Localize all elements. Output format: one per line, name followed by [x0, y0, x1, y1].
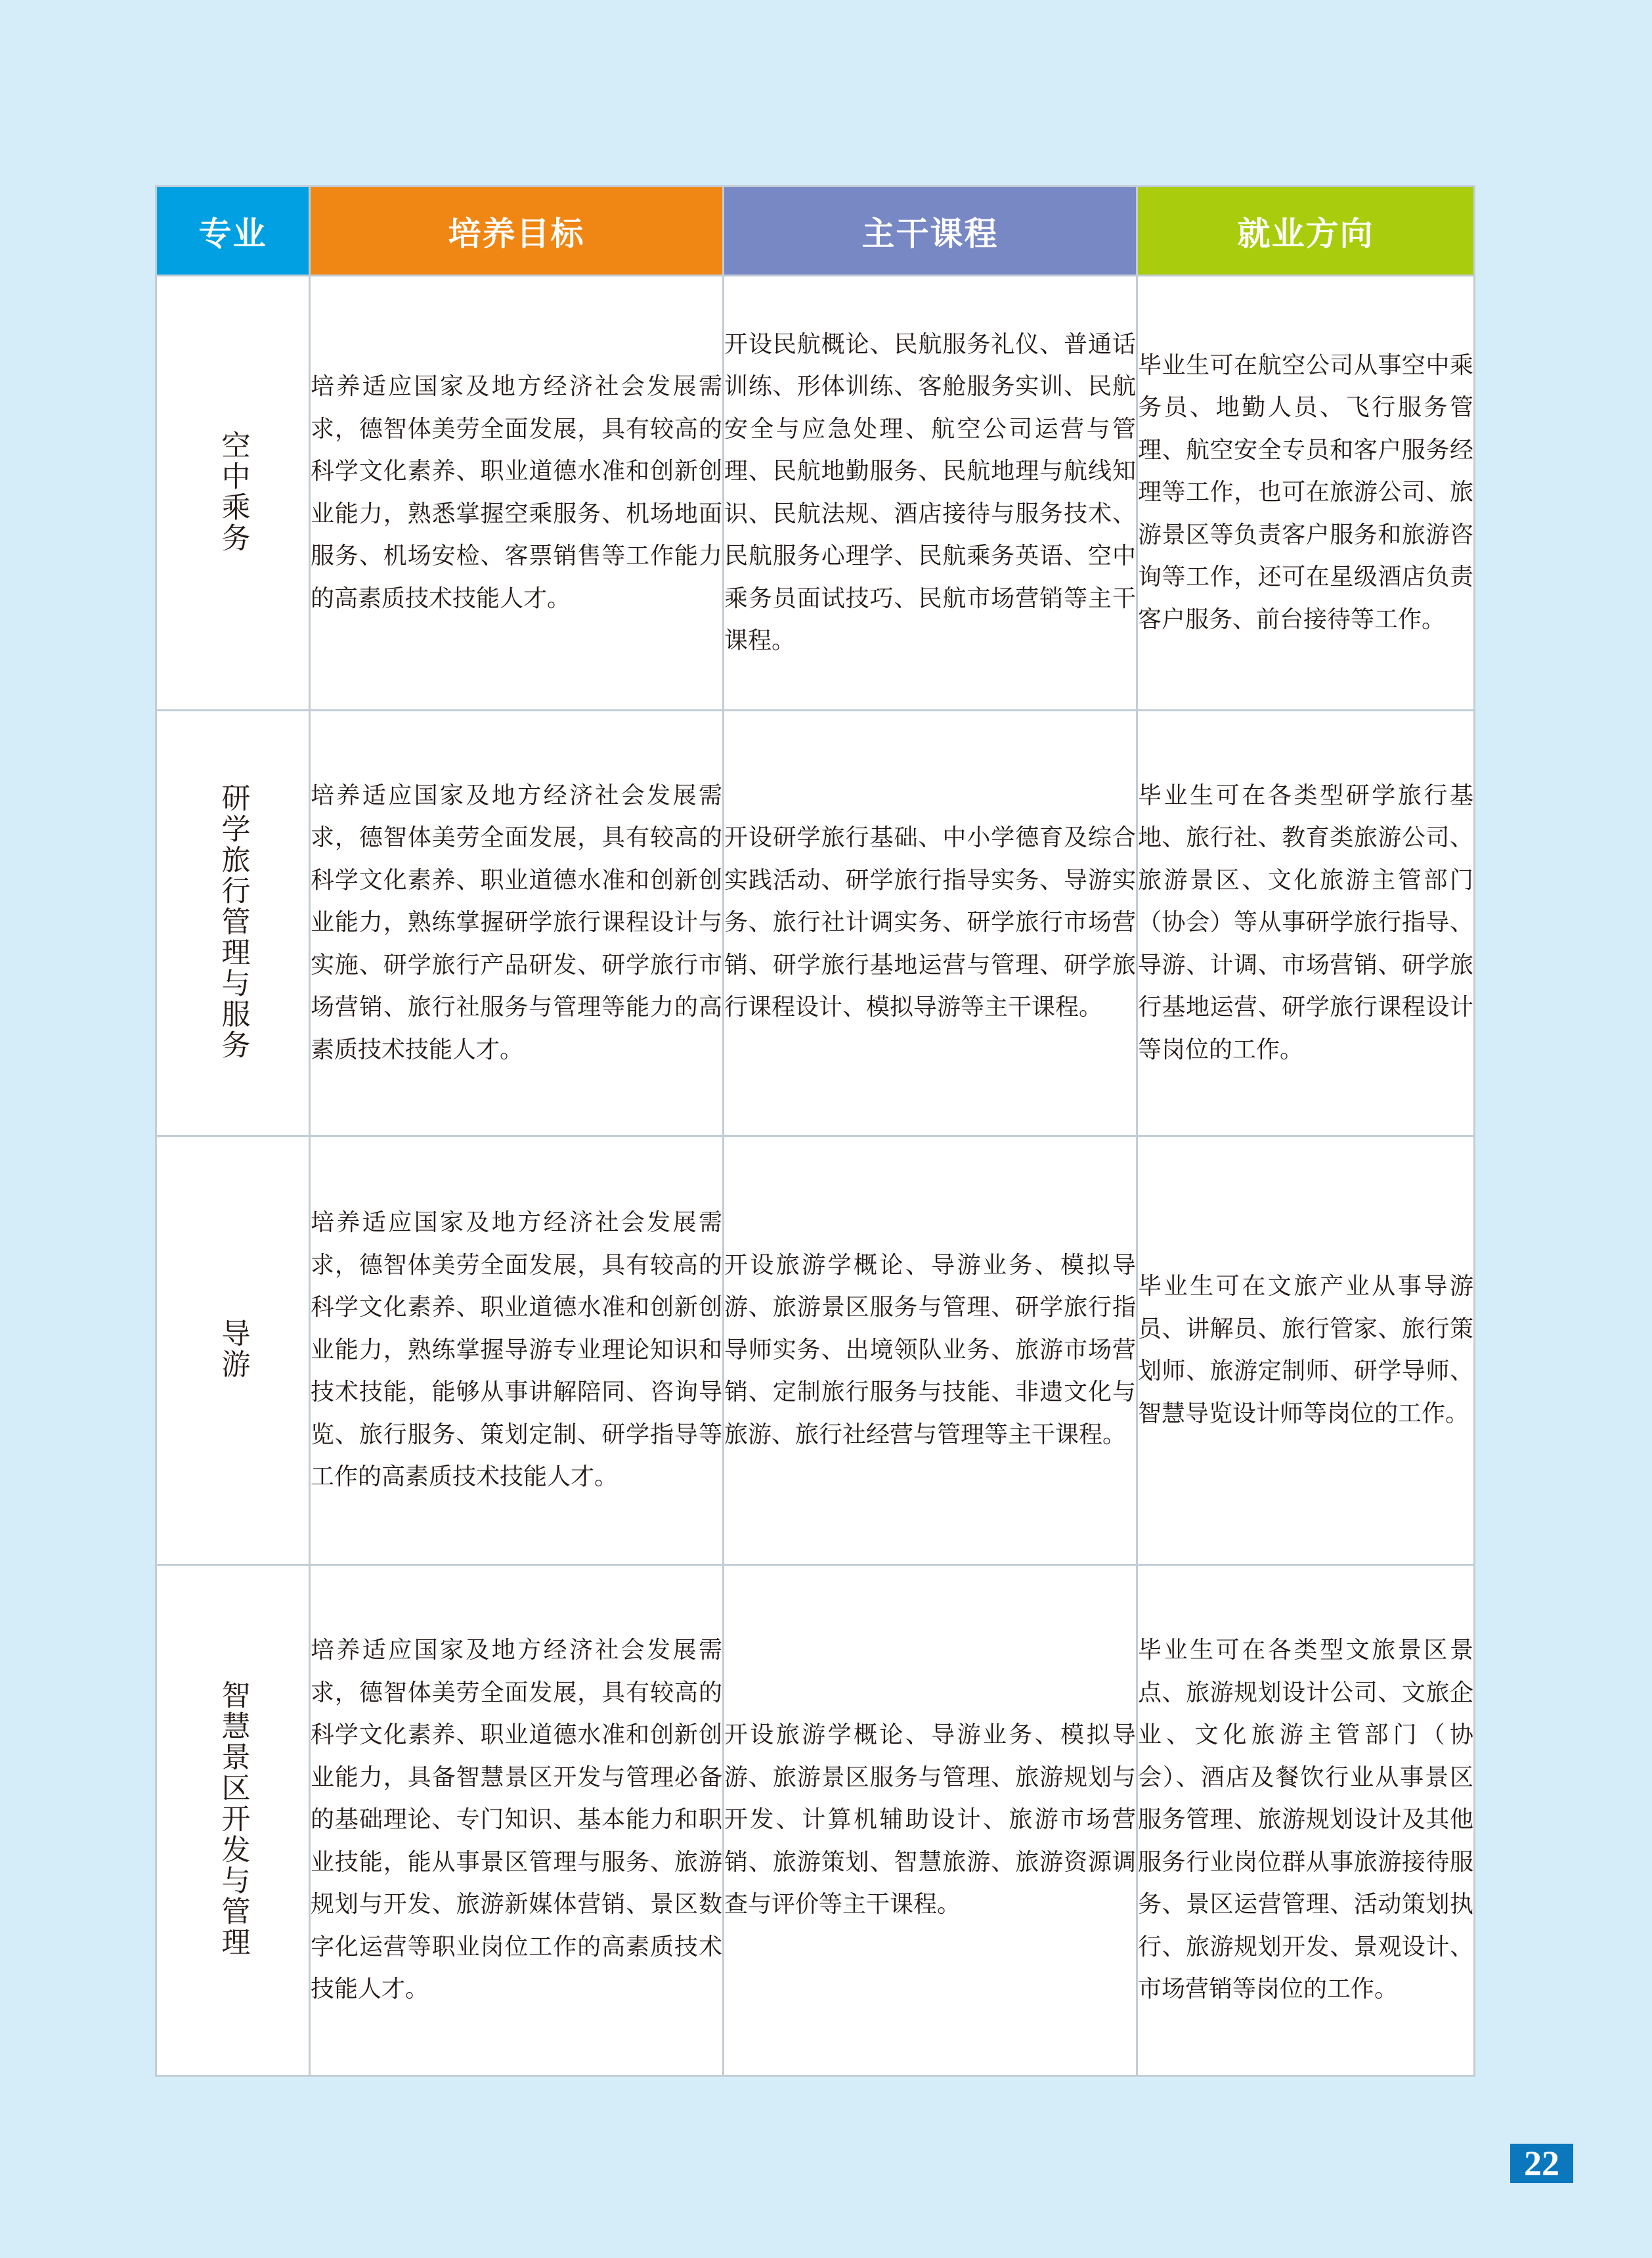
course-cell: 开设民航概论、民航服务礼仪、普通话训练、形体训练、客舱服务实训、民航安全与应急处理、航空公司运营与管理、民航地勤服务、民航地理与航线知识、民航法规、酒店接待与服务技术、民航服务心理学、民航乘务英语、空中乘务员面试技巧、民航市场营销等主干课程。	[724, 276, 1137, 711]
major-cell	[156, 1565, 310, 2076]
header-major: 专业	[156, 187, 310, 276]
table-body	[156, 276, 1475, 2076]
table-header	[156, 187, 1475, 276]
header-goal: 培养目标	[310, 187, 724, 276]
major-name: 空中乘务	[216, 430, 250, 554]
header-row	[156, 187, 1475, 276]
major-cell	[156, 276, 310, 711]
job-cell: 毕业生可在文旅产业从事导游员、讲解员、旅行管家、旅行策划师、旅游定制师、研学导师、智慧导览设计师等岗位的工作。	[1137, 1136, 1475, 1565]
major-name: 智慧景区开发与管理	[216, 1680, 250, 1958]
course-cell: 开设研学旅行基础、中小学德育及综合实践活动、研学旅行指导实务、导游实务、旅行社计调实务、研学旅行市场营销、研学旅行基地运营与管理、研学旅行课程设计、模拟导游等主干课程。	[724, 711, 1137, 1136]
course-cell: 开设旅游学概论、导游业务、模拟导游、旅游景区服务与管理、研学旅行指导师实务、出境领队业务、旅游市场营销、定制旅行服务与技能、非遗文化与旅游、旅行社经营与管理等主干课程。	[724, 1136, 1137, 1565]
program-table	[155, 185, 1475, 2077]
table-row	[156, 711, 1475, 1136]
goal-cell: 培养适应国家及地方经济社会发展需求，德智体美劳全面发展，具有较高的科学文化素养、职业道德水准和创新创业能力，具备智慧景区开发与管理必备的基础理论、专门知识、基本能力和职业技能，能从事景区管理与服务、旅游规划与开发、旅游新媒体营销、景区数字化运营等职业岗位工作的高素质技术技能人才。	[310, 1565, 724, 2076]
job-cell: 毕业生可在航空公司从事空中乘务员、地勤人员、飞行服务管理、航空安全专员和客户服务经理等工作，也可在旅游公司、旅游景区等负责客户服务和旅游咨询等工作，还可在星级酒店负责客户服务、前台接待等工作。	[1137, 276, 1475, 711]
table-row	[156, 1565, 1475, 2076]
major-cell	[156, 1136, 310, 1565]
table-row	[156, 276, 1475, 711]
goal-cell: 培养适应国家及地方经济社会发展需求，德智体美劳全面发展，具有较高的科学文化素养、职业道德水准和创新创业能力，熟练掌握导游专业理论知识和技术技能，能够从事讲解陪同、咨询导览、旅行服务、策划定制、研学指导等工作的高素质技术技能人才。	[310, 1136, 724, 1565]
header-job: 就业方向	[1137, 187, 1475, 276]
course-cell: 开设旅游学概论、导游业务、模拟导游、旅游景区服务与管理、旅游规划与开发、计算机辅助设计、旅游市场营销、旅游策划、智慧旅游、旅游资源调查与评价等主干课程。	[724, 1565, 1137, 2076]
page-number: 22	[1510, 2144, 1573, 2183]
header-course: 主干课程	[724, 187, 1137, 276]
major-name: 导游	[216, 1318, 250, 1380]
goal-cell: 培养适应国家及地方经济社会发展需求，德智体美劳全面发展，具有较高的科学文化素养、职业道德水准和创新创业能力，熟悉掌握空乘服务、机场地面服务、机场安检、客票销售等工作能力的高素质技术技能人才。	[310, 276, 724, 711]
major-name: 研学旅行管理与服务	[216, 783, 250, 1061]
job-cell: 毕业生可在各类型文旅景区景点、旅游规划设计公司、文旅企业、文化旅游主管部门（协会）、酒店及餐饮行业从事景区服务管理、旅游规划设计及其他服务行业岗位群从事旅游接待服务、景区运营管理、活动策划执行、旅游规划开发、景观设计、市场营销等岗位的工作。	[1137, 1565, 1475, 2076]
goal-cell: 培养适应国家及地方经济社会发展需求，德智体美劳全面发展，具有较高的科学文化素养、职业道德水准和创新创业能力，熟练掌握研学旅行课程设计与实施、研学旅行产品研发、研学旅行市场营销、旅行社服务与管理等能力的高素质技术技能人才。	[310, 711, 724, 1136]
job-cell: 毕业生可在各类型研学旅行基地、旅行社、教育类旅游公司、旅游景区、文化旅游主管部门（协会）等从事研学旅行指导、导游、计调、市场营销、研学旅行基地运营、研学旅行课程设计等岗位的工作。	[1137, 711, 1475, 1136]
table-row	[156, 1136, 1475, 1565]
major-cell	[156, 711, 310, 1136]
